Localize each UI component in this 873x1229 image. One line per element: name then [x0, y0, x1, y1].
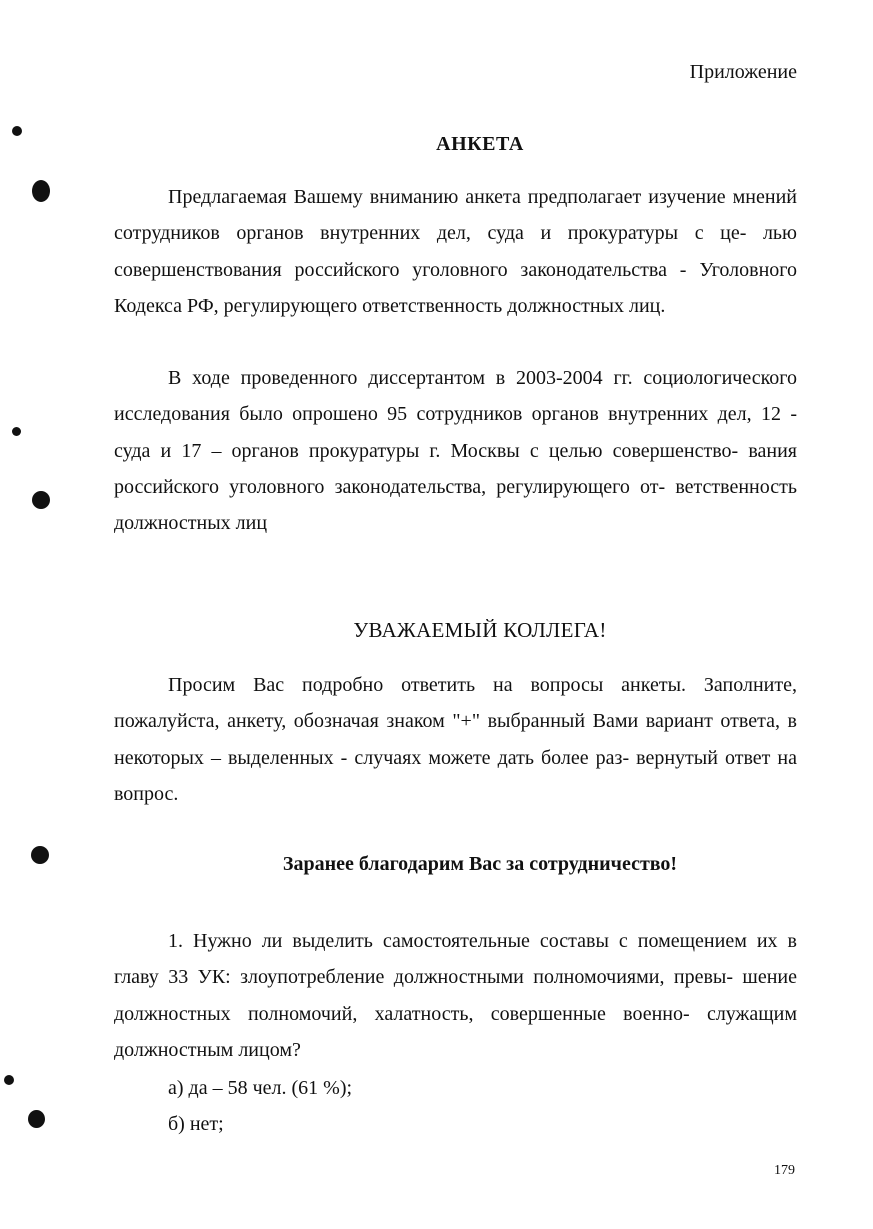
scan-blot-4 [32, 491, 50, 509]
question-1-answer-a: а) да – 58 чел. (61 %); [168, 1077, 353, 1099]
scan-blot-6 [4, 1075, 14, 1085]
intro-paragraph-1-block [114, 179, 797, 324]
question-1-block [114, 923, 797, 1068]
question-1-answer-b: б) нет; [168, 1113, 224, 1135]
intro-paragraph-1: Предлагаемая Вашему вниманию анкета предполагает изучение мнений сотрудников органов внутренних дел, суда и прокуратуры с це- лью совершенствования российского уголовного законодательства - Уголовного Кодекса РФ, регулирующего ответственность должностных лиц. [114, 186, 797, 317]
instructions-block [114, 667, 797, 812]
scan-blot-1 [12, 126, 22, 136]
appendix-label: Приложение [689, 61, 797, 83]
scan-blot-2 [32, 180, 50, 202]
instructions-paragraph: Просим Вас подробно ответить на вопросы анкеты. Заполните, пожалуйста, анкету, обозначая знаком "+" выбранный Вами вариант ответа, в некоторых – выделенных - случаях можете дать более раз- вернутый ответ на вопрос. [114, 674, 797, 805]
page-number: 179 [774, 1163, 795, 1178]
thanks-line: Заранее благодарим Вас за сотрудничество! [282, 853, 678, 875]
question-1-text: 1. Нужно ли выделить самостоятельные составы с помещением их в главу 33 УК: злоупотребление должностными полномочиями, превы- шение должностных полномочий, халатность, совершенные военно- служащим должностным лицом? [114, 930, 797, 1061]
scan-blot-7 [28, 1110, 45, 1128]
greeting-heading: УВАЖАЕМЫЙ КОЛЛЕГА! [353, 618, 607, 642]
intro-paragraph-2: В ходе проведенного диссертантом в 2003-2004 гг. социологического исследования было опрошено 95 сотрудников органов внутренних дел, 12 - суда и 17 – органов прокуратуры г. Москвы с целью совершенство- вания российского уголовного законодательства, регулирующего от- ветственность должностных лиц [114, 367, 797, 535]
scan-blot-3 [12, 427, 21, 436]
scan-blot-5 [31, 846, 49, 864]
questionnaire-title: АНКЕТА [436, 133, 524, 155]
intro-paragraph-2-block [114, 360, 797, 541]
